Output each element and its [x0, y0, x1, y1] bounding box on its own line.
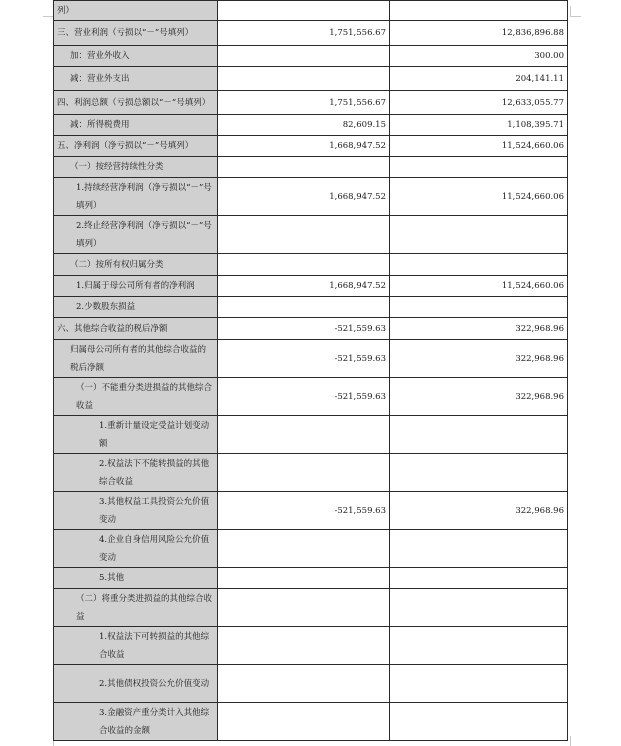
- row-label: 六、其他综合收益的税后净额: [54, 318, 218, 340]
- prior-period-amount: [390, 297, 568, 318]
- row-label: 2.其他债权投资公允价值变动: [54, 665, 218, 703]
- table-row: [54, 416, 568, 454]
- prior-period-amount: [390, 627, 568, 665]
- table-row: [54, 1, 568, 21]
- current-period-amount: [218, 627, 390, 665]
- prior-period-amount: 322,968.96: [390, 378, 568, 416]
- current-period-amount: [218, 46, 390, 67]
- current-period-amount: [218, 1, 390, 21]
- table-row: [54, 216, 568, 254]
- current-period-amount: 1,751,556.67: [218, 21, 390, 46]
- table-row: [54, 454, 568, 492]
- row-label: 列）: [54, 1, 218, 21]
- prior-period-amount: [390, 703, 568, 741]
- current-period-amount: -521,559.63: [218, 318, 390, 340]
- prior-period-amount: 322,968.96: [390, 340, 568, 378]
- row-label: 1.归属于母公司所有者的净利润: [54, 276, 218, 297]
- current-period-amount: [218, 67, 390, 91]
- prior-period-amount: [390, 254, 568, 276]
- current-period-amount: 1,668,947.52: [218, 276, 390, 297]
- table-row: [54, 568, 568, 589]
- table-row: [54, 136, 568, 157]
- prior-period-amount: [390, 454, 568, 492]
- row-label: 1.重新计量设定受益计划变动额: [54, 416, 218, 454]
- row-label: 加：营业外收入: [54, 46, 218, 67]
- prior-period-amount: 322,968.96: [390, 318, 568, 340]
- row-label: 三、营业利润（亏损以“－”号填列）: [54, 21, 218, 46]
- prior-period-amount: [390, 665, 568, 703]
- row-label: 2.少数股东损益: [54, 297, 218, 318]
- current-period-amount: [218, 568, 390, 589]
- table-row: [54, 91, 568, 115]
- table-row: [54, 378, 568, 416]
- current-period-amount: -521,559.63: [218, 492, 390, 530]
- current-period-amount: [218, 703, 390, 741]
- current-period-amount: 1,668,947.52: [218, 178, 390, 216]
- table-row: [54, 589, 568, 627]
- prior-period-amount: [390, 1, 568, 21]
- current-period-amount: [218, 416, 390, 454]
- row-label: （一）按经营持续性分类: [54, 157, 218, 178]
- margin-corner-mark: [570, 6, 581, 17]
- prior-period-amount: [390, 416, 568, 454]
- table-row: [54, 492, 568, 530]
- row-label: （二）将重分类进损益的其他综合收益: [54, 589, 218, 627]
- current-period-amount: [218, 297, 390, 318]
- table-row: [54, 46, 568, 67]
- prior-period-amount: [390, 216, 568, 254]
- current-period-amount: 1,751,556.67: [218, 91, 390, 115]
- table-row: [54, 178, 568, 216]
- row-label: 4.企业自身信用风险公允价值变动: [54, 530, 218, 568]
- row-label: （一）不能重分类进损益的其他综合收益: [54, 378, 218, 416]
- current-period-amount: [218, 589, 390, 627]
- margin-corner-mark: [570, 736, 581, 746]
- table-row: [54, 21, 568, 46]
- current-period-amount: [218, 454, 390, 492]
- prior-period-amount: 1,108,395.71: [390, 115, 568, 136]
- table-row: [54, 276, 568, 297]
- row-label: 五、净利润（净亏损以“－”号填列）: [54, 136, 218, 157]
- row-label: 减：营业外支出: [54, 67, 218, 91]
- row-label: 3.其他权益工具投资公允价值变动: [54, 492, 218, 530]
- table-row: [54, 297, 568, 318]
- current-period-amount: -521,559.63: [218, 340, 390, 378]
- row-label: 四、利润总额（亏损总额以“－”号填列）: [54, 91, 218, 115]
- row-label: 减：所得税费用: [54, 115, 218, 136]
- prior-period-amount: 300.00: [390, 46, 568, 67]
- row-label: 1.持续经营净利润（净亏损以“－”号填列）: [54, 178, 218, 216]
- table-row: [54, 530, 568, 568]
- table-row: [54, 340, 568, 378]
- prior-period-amount: 11,524,660.06: [390, 276, 568, 297]
- row-label: 1.权益法下可转损益的其他综合收益: [54, 627, 218, 665]
- income-statement-table: [53, 0, 568, 741]
- prior-period-amount: 12,836,896.88: [390, 21, 568, 46]
- row-label: 归属母公司所有者的其他综合收益的税后净额: [54, 340, 218, 378]
- current-period-amount: 1,668,947.52: [218, 136, 390, 157]
- current-period-amount: 82,609.15: [218, 115, 390, 136]
- current-period-amount: [218, 254, 390, 276]
- prior-period-amount: 322,968.96: [390, 492, 568, 530]
- prior-period-amount: 204,141.11: [390, 67, 568, 91]
- prior-period-amount: [390, 530, 568, 568]
- current-period-amount: [218, 157, 390, 178]
- current-period-amount: [218, 216, 390, 254]
- row-label: 2.权益法下不能转损益的其他综合收益: [54, 454, 218, 492]
- prior-period-amount: [390, 568, 568, 589]
- table-row: [54, 665, 568, 703]
- table-row: [54, 703, 568, 741]
- row-label: 3.金融资产重分类计入其他综合收益的金额: [54, 703, 218, 741]
- table-row: [54, 115, 568, 136]
- current-period-amount: [218, 665, 390, 703]
- table-row: [54, 157, 568, 178]
- prior-period-amount: [390, 589, 568, 627]
- prior-period-amount: 11,524,660.06: [390, 136, 568, 157]
- current-period-amount: [218, 530, 390, 568]
- table-row: [54, 627, 568, 665]
- current-period-amount: -521,559.63: [218, 378, 390, 416]
- row-label: （二）按所有权归属分类: [54, 254, 218, 276]
- prior-period-amount: [390, 157, 568, 178]
- row-label: 2.终止经营净利润（净亏损以“－”号填列）: [54, 216, 218, 254]
- prior-period-amount: 11,524,660.06: [390, 178, 568, 216]
- table-row: [54, 254, 568, 276]
- row-label: 5.其他: [54, 568, 218, 589]
- table-row: [54, 318, 568, 340]
- prior-period-amount: 12,633,055.77: [390, 91, 568, 115]
- table-row: [54, 67, 568, 91]
